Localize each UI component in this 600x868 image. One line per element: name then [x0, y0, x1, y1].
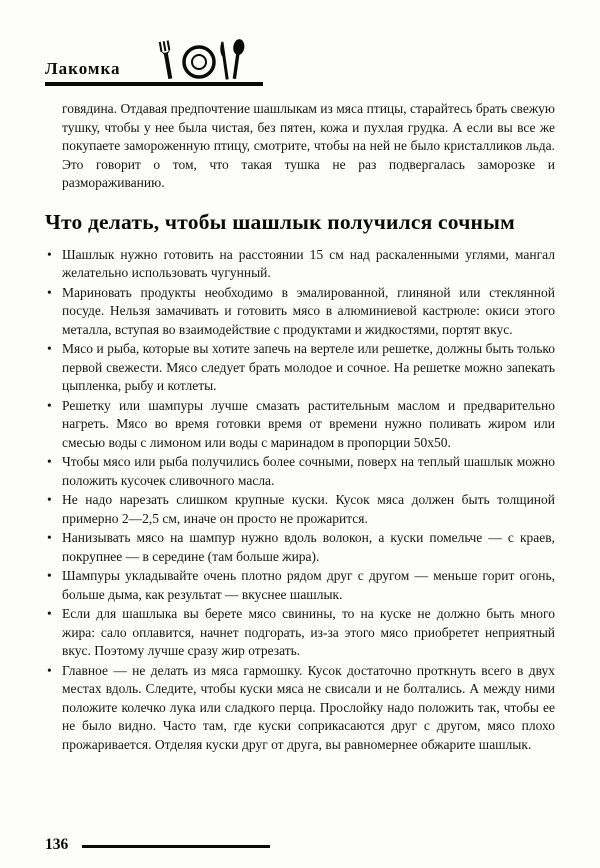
- tip-item: • Не надо нарезать слишком крупные куски. Кусок мяса должен быть толщиной примерно 2—2,5 см, иначе он просто не прожарится.: [45, 491, 555, 528]
- tip-item: • Решетку или шампуры лучше смазать растительным маслом и предварительно нагреть. Мясо во время готовки время от времени нужно поливать жиром или смесью воды с лимоном или воды с маринадом в пропорции 50х50.: [45, 397, 555, 453]
- tip-item: • Главное — не делать из мяса гармошку. Кусок достаточно проткнуть всего в двух местах вдоль. Следите, чтобы куски мяса не свисали и не болтались. А между ними положите колечко лука или сладкого перца. Прослойку надо положить так, чтобы ее не было видно. Часто там, где куски соприкасаются друг с другом, мясо плохо прожаривается. Отделяя куски друг от друга, вы равномернее обжарите шашлык.: [45, 662, 555, 755]
- knife-icon: [219, 42, 229, 80]
- footer-rule: [82, 845, 270, 848]
- spoon-icon: [229, 38, 245, 79]
- page-footer: [45, 836, 270, 854]
- tip-item: • Мясо и рыба, которые вы хотите запечь на вертеле или решетке, должны быть только первой свежести. Мясо следует брать молодое и сочное. На решетке можно запекать цыпленка, рыбу и котлеты.: [45, 340, 555, 396]
- intro-paragraph: говядина. Отдавая предпочтение шашлыкам из мяса птицы, старайтесь брать свежую тушку, чтобы у нее была чистая, без пятен, кожа и пухлая грудка. А если вы все же покупаете замороженную птицу, смотрите, чтобы на ней не было кристалликов льда. Это говорит о том, что такая тушка не раз подвергалась заморозке и размораживанию.: [62, 101, 555, 190]
- tip-item: • Чтобы мясо или рыба получились более сочными, поверх на теплый шашлык можно положить кусочек сливочного масла.: [45, 453, 555, 490]
- page-number: 136: [45, 836, 69, 853]
- tip-item: • Шампуры укладывайте очень плотно рядом друг с другом — меньше горит огонь, больше дыма, как результат — вкуснее шашлык.: [45, 567, 555, 604]
- tip-item: • Если для шашлыка вы берете мясо свинины, то на куске не должно быть много жира: сало оплавится, начнет подгорать, из-за этого мясо приобретет неприятный вкус. Поэтому лучше сразу жир отрезать.: [45, 605, 555, 661]
- plate-icon: [184, 47, 214, 77]
- tip-item: • Мариновать продукты необходимо в эмалированной, глиняной или стеклянной посуде. Нельзя замачивать и готовить мясо в алюминиевой кастрюле: окиси этого металла, вступая во взаимодействие с продуктами и жидкостями, портят вкус.: [45, 284, 555, 340]
- tip-item: • Нанизывать мясо на шампур нужно вдоль волокон, а куски помельче — с краев, покрупнее — в середине (там больше жира).: [45, 529, 555, 566]
- cutlery-icons: [157, 38, 249, 82]
- section-title: Что делать, чтобы шашлык получился сочным: [45, 209, 515, 234]
- logo-text: Лакомка: [45, 59, 121, 78]
- tips-list: [45, 246, 555, 755]
- tip-item: • Шашлык нужно готовить на расстоянии 15 см над раскаленными углями, мангал желательно использовать чугунный.: [45, 246, 555, 283]
- fork-icon: [159, 40, 175, 79]
- logo: [45, 42, 263, 86]
